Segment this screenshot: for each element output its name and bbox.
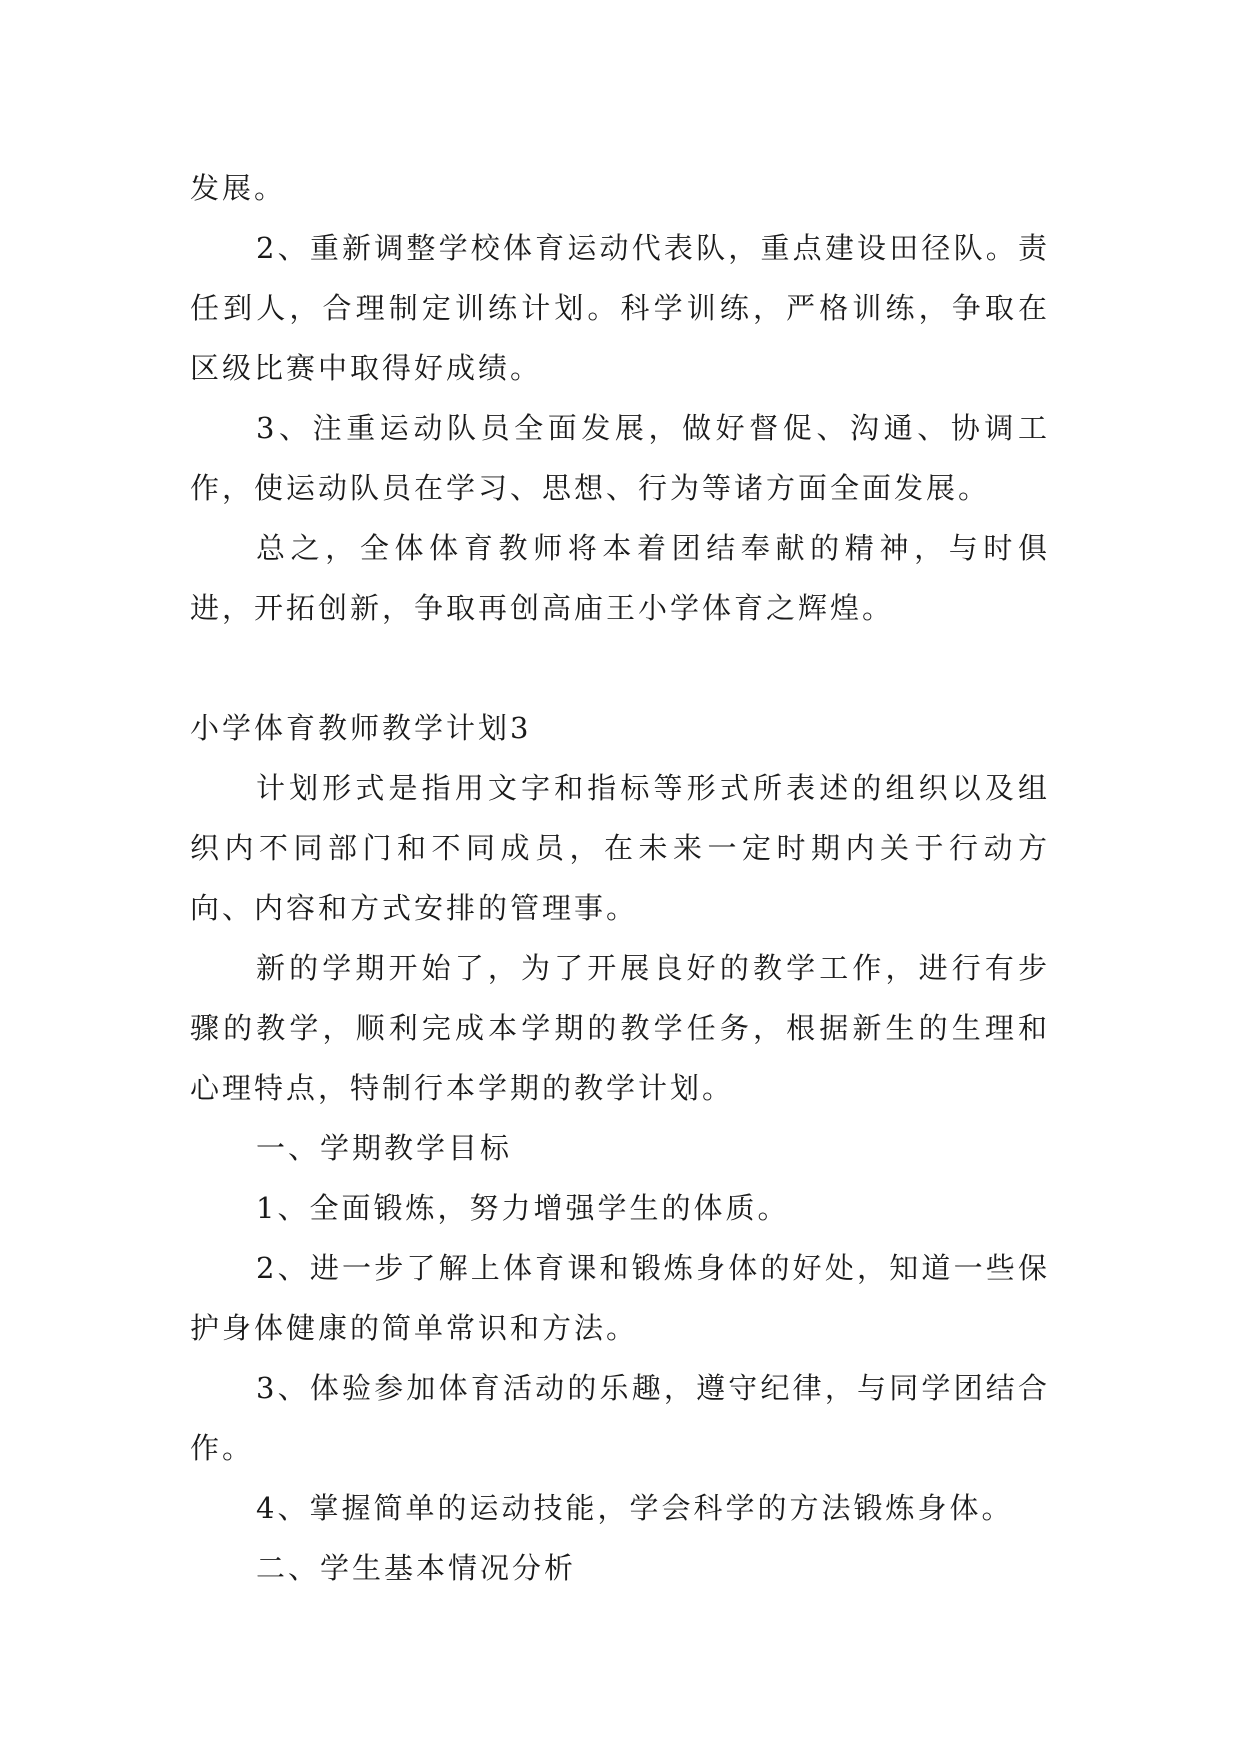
paragraph: 新的学期开始了，为了开展良好的教学工作，进行有步骤的教学，顺利完成本学期的教学任务，根据新生的生理和心理特点，特制行本学期的教学计划。 (190, 951, 1050, 1105)
paragraph: 3、注重运动队员全面发展，做好督促、沟通、协调工作，使运动队员在学习、思想、行为等诸方面全面发展。 (190, 411, 1050, 505)
section-title: 小学体育教师教学计划3 (190, 711, 532, 745)
paragraph: 发展。 (190, 171, 287, 205)
list-item: 4、掌握简单的运动技能，学会科学的方法锻炼身体。 (256, 1491, 1014, 1525)
subheading: 二、学生基本情况分析 (256, 1551, 577, 1585)
section-gap (190, 638, 1050, 698)
list-item: 1、全面锻炼，努力增强学生的体质。 (256, 1191, 790, 1225)
list-item: 3、体验参加体育活动的乐趣，遵守纪律，与同学团结合作。 (190, 1371, 1050, 1465)
document-body (190, 158, 1050, 1598)
list-item: 2、进一步了解上体育课和锻炼身体的好处，知道一些保护身体健康的简单常识和方法。 (190, 1251, 1050, 1345)
paragraph: 总之，全体体育教师将本着团结奉献的精神，与时俱进，开拓创新，争取再创高庙王小学体育之辉煌。 (190, 531, 1050, 625)
paragraph: 2、重新调整学校体育运动代表队，重点建设田径队。责任到人，合理制定训练计划。科学训练，严格训练，争取在区级比赛中取得好成绩。 (190, 231, 1050, 385)
subheading: 一、学期教学目标 (256, 1131, 513, 1165)
paragraph: 计划形式是指用文字和指标等形式所表述的组织以及组织内不同部门和不同成员，在未来一定时期内关于行动方向、内容和方式安排的管理事。 (190, 771, 1050, 925)
